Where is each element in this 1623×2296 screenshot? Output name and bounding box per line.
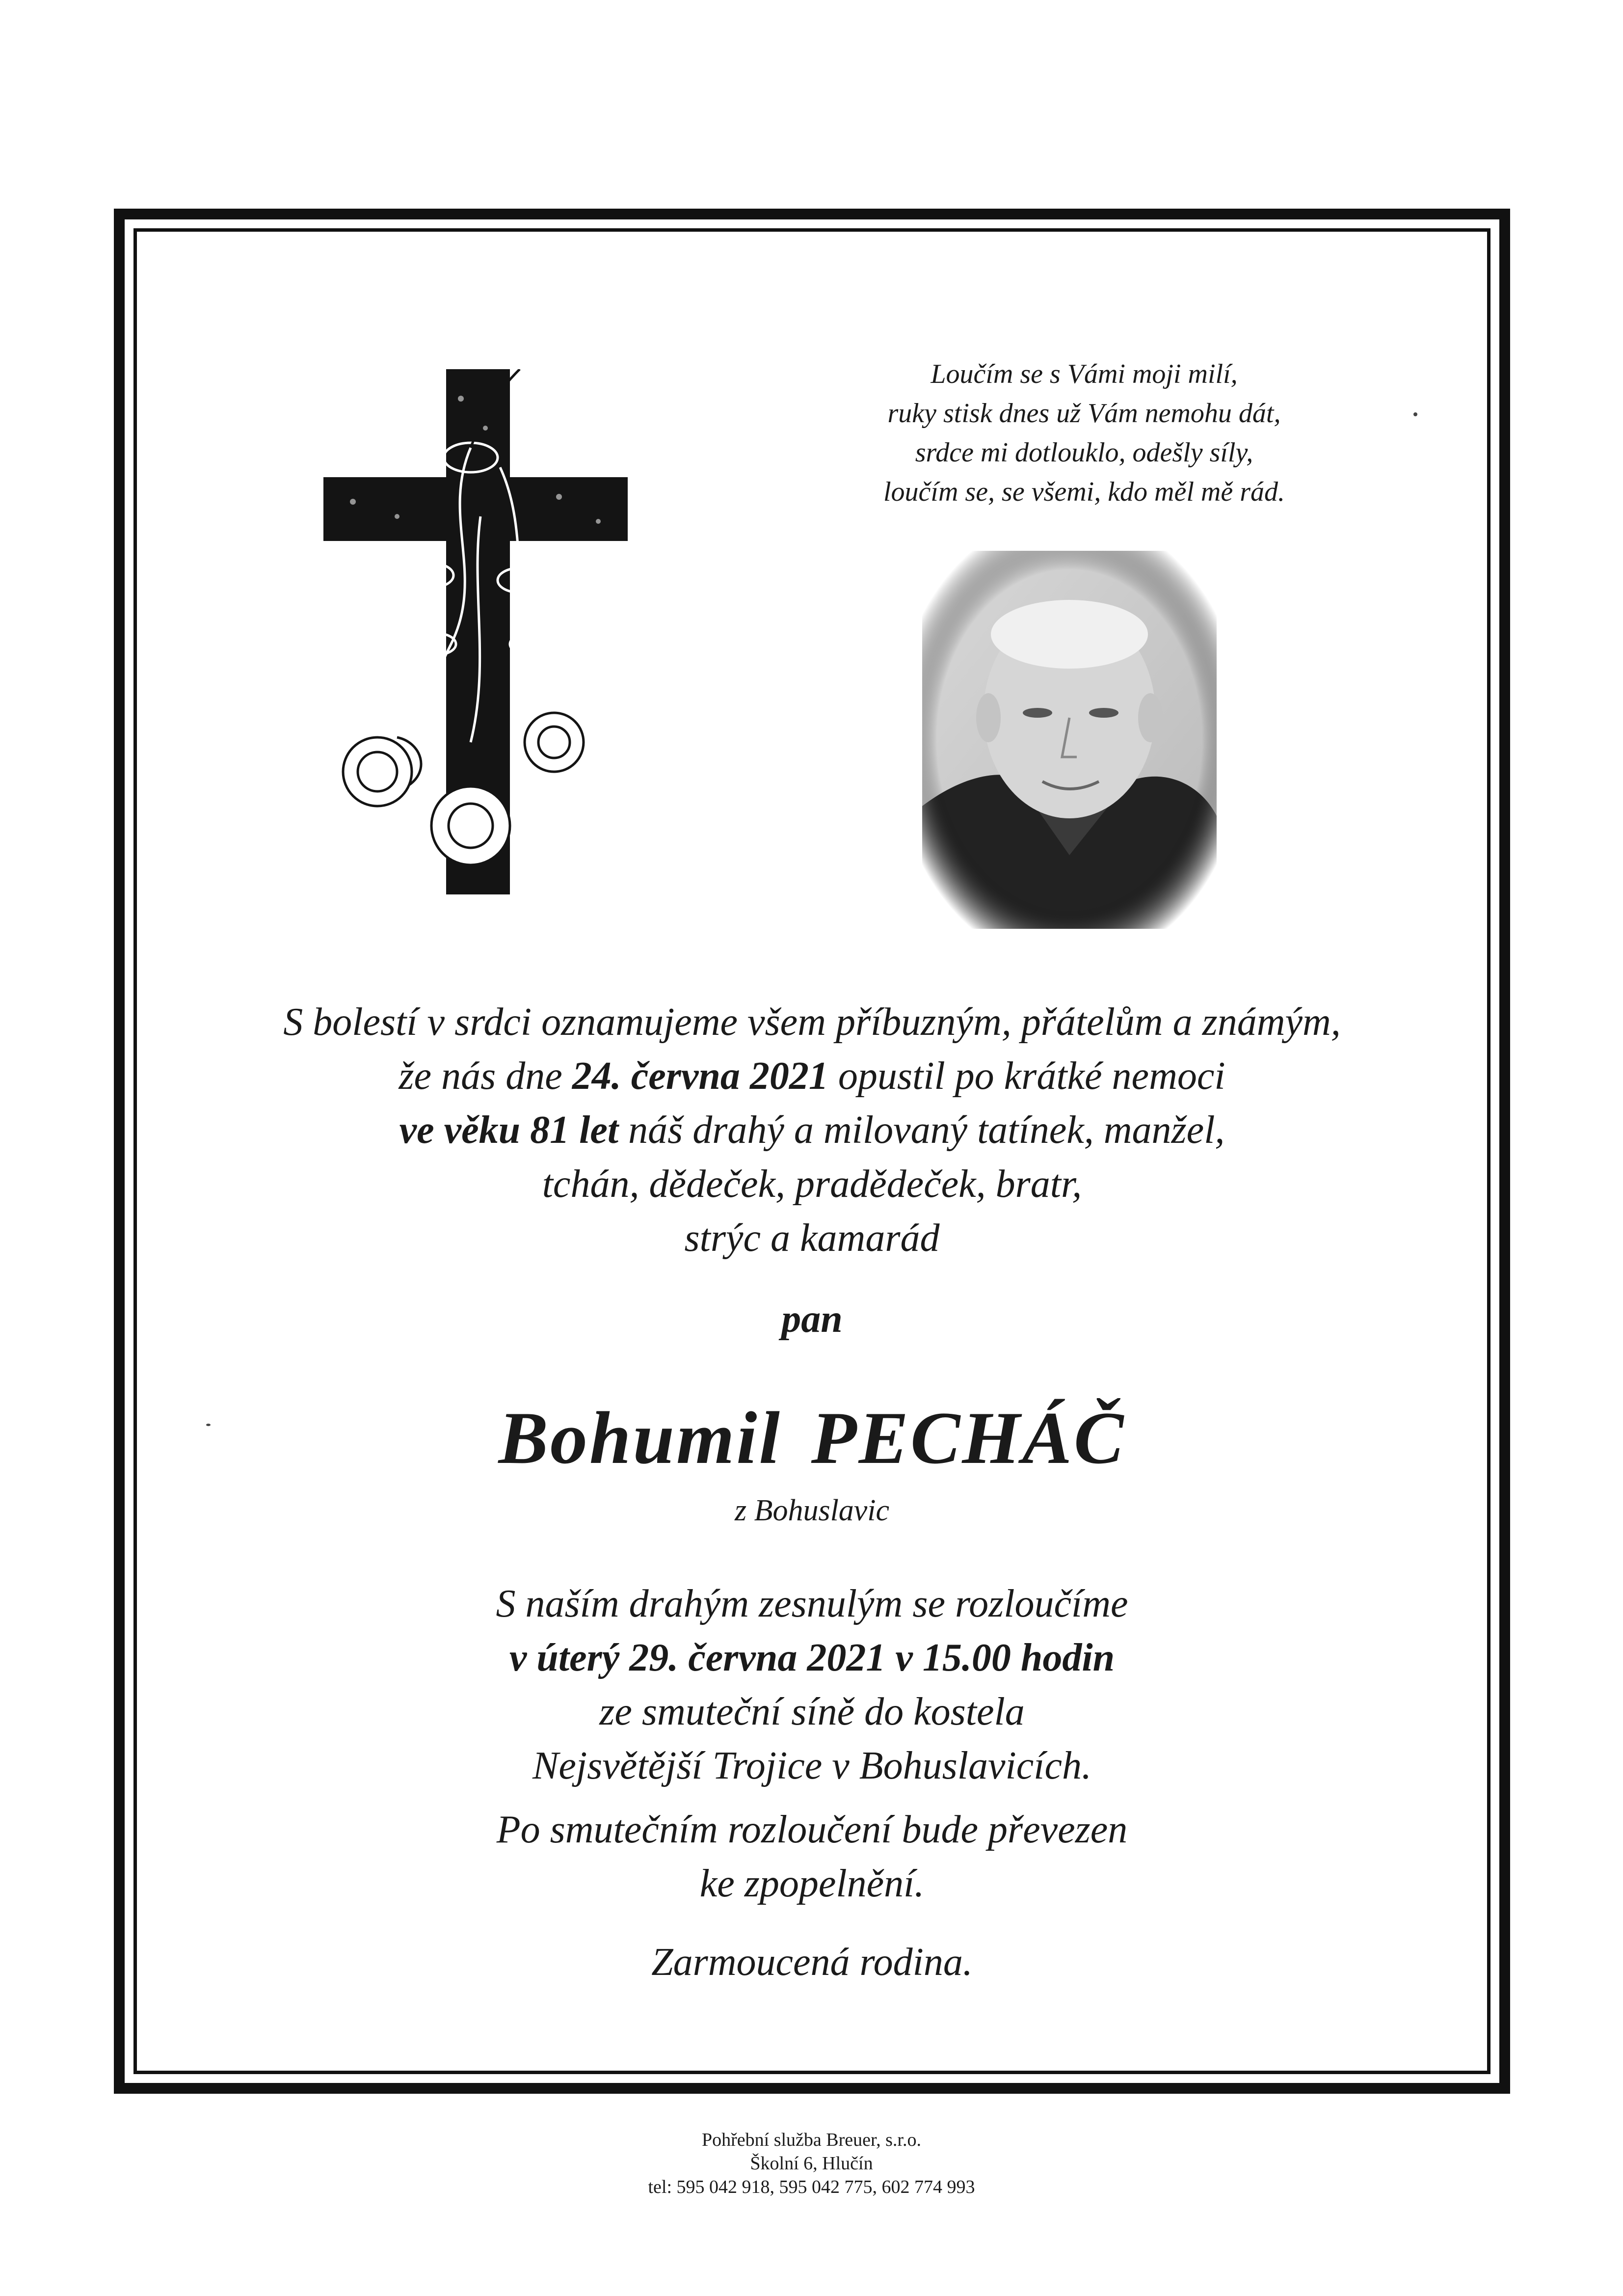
cremation-note (137, 1803, 1487, 1911)
farewell-info (137, 1577, 1487, 1793)
footer-company: Pohřební služba Breuer, s.r.o. (701, 2130, 921, 2150)
announcement-line (137, 1049, 1487, 1103)
honorific: pan (781, 1297, 843, 1341)
announcement-text: náš drahý a milovaný tatínek, manžel, (618, 1108, 1225, 1152)
first-name: Bohumil (498, 1397, 782, 1479)
death-date: 24. června 2021 (572, 1054, 828, 1098)
announcement-line (137, 1103, 1487, 1157)
farewell-line: S naším drahým zesnulým se rozloučíme (496, 1582, 1128, 1625)
footer-address: Školní 6, Hlučín (750, 2153, 873, 2174)
poem-line: loučím se, se všemi, kdo měl mě rád. (883, 477, 1285, 507)
farewell-datetime (137, 1631, 1487, 1685)
announcement-text: opustil po krátké nemoci (828, 1054, 1225, 1098)
farewell-line: ze smuteční síně do kostela (599, 1690, 1025, 1733)
cremation-line: ke zpopelnění. (699, 1862, 925, 1905)
family-signature: Zarmoucená rodina. (651, 1941, 973, 1984)
poem-line: srdce mi dotlouklo, odešly síly, (915, 437, 1253, 468)
poem-line: ruky stisk dnes už Vám nemohu dát, (887, 398, 1281, 429)
announcement-line: tchán, dědeček, pradědeček, bratr, (542, 1162, 1082, 1206)
cremation-line: Po smutečním rozloučení bude převezen (496, 1808, 1128, 1851)
deceased-name (137, 1395, 1487, 1481)
footer-phones: tel: 595 042 918, 595 042 775, 602 774 993 (648, 2177, 975, 2197)
last-name: PECHÁČ (811, 1397, 1126, 1479)
funeral-service-footer (0, 2128, 1623, 2199)
poem-line: Loučím se s Vámi moji milí, (931, 359, 1238, 389)
farewell-line: Nejsvětější Trojice v Bohuslavicích. (532, 1744, 1091, 1787)
announcement-text: že nás dne (399, 1054, 572, 1098)
farewell-date-text: v úterý 29. června 2021 v 15.00 hodin (509, 1636, 1115, 1679)
announcement-line: strýc a kamarád (684, 1216, 940, 1260)
obituary-content (137, 232, 1487, 2071)
scan-speck (206, 1424, 211, 1426)
age: ve věku 81 let (399, 1108, 619, 1152)
cross-with-roses-icon (323, 369, 628, 894)
announcement-line: S bolestí v srdci oznamujeme všem příbuzným, přátelům a známým, (283, 1000, 1341, 1044)
portrait-photo (922, 551, 1217, 929)
scan-speck (1413, 412, 1417, 416)
death-announcement (137, 995, 1487, 1265)
origin: z Bohuslavic (734, 1494, 890, 1527)
farewell-poem (790, 354, 1379, 512)
